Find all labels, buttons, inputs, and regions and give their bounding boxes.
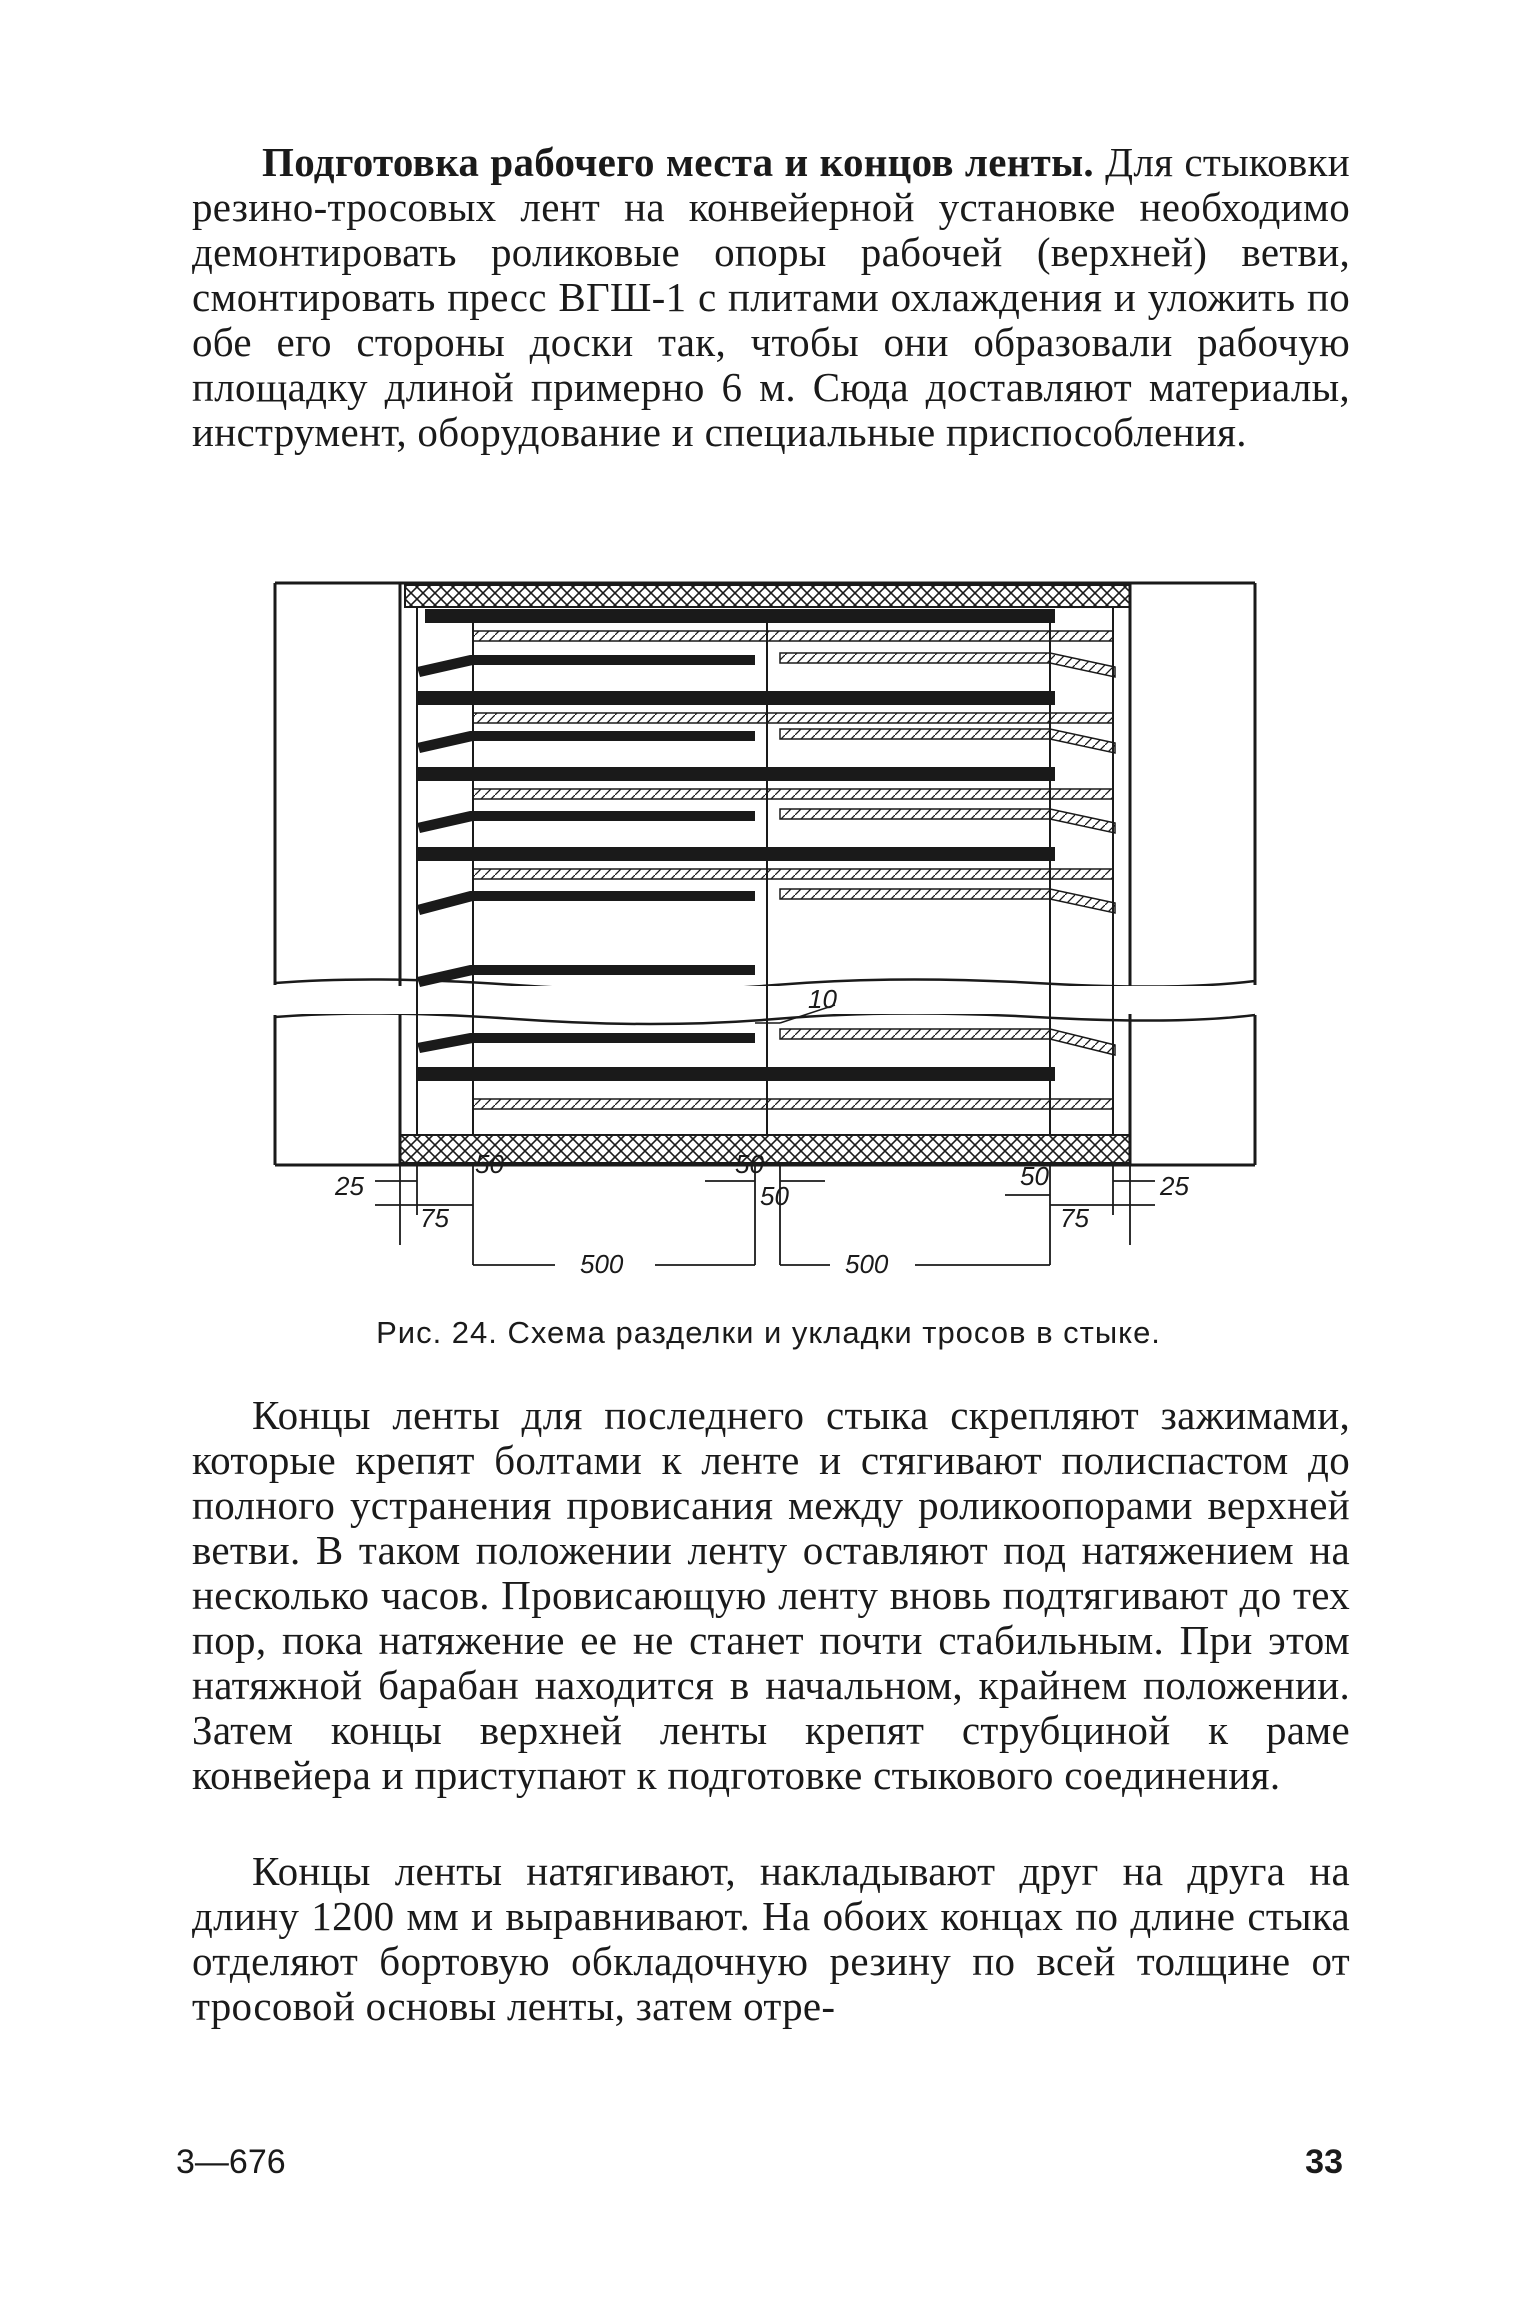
printer-signature: 3—676 [176,2143,286,2181]
figure-caption: Рис. 24. Схема разделки и укладки тросов в стыке. [376,1315,1161,1350]
dim-label: 50 [475,1149,504,1179]
cable-splice-diagram [255,545,1275,1305]
dim-label: 10 [808,984,837,1014]
dim-label: 25 [1160,1171,1189,1201]
cable [473,631,1113,641]
cable [473,1099,1113,1109]
paragraph-belt-ends: Концы ленты для последнего стыка скрепляют зажимами, которые крепят болтами к ленте и стягивают полиспастом до полного устранения провисания между роликоопорами верхней ветви. В таком положении ленту оставляют под натяжением на несколько часов. Провисающую ленту вновь подтягивают до тех пор, пока натяжение ее не станет почти стабильным. При этом натяжной барабан находится в начальном, крайнем положении. Затем концы верхней ленты крепят струбциной к раме конвейера и приступают к подготовке стыкового соединения. [192,1392,1350,1798]
dim-label: 75 [1060,1203,1089,1233]
top-plate [405,585,1130,607]
cable [417,1033,755,1053]
page-number: 33 [1305,2143,1343,2181]
cable [780,809,1115,833]
dim-label: 75 [420,1203,449,1233]
cable [417,731,755,753]
cable [417,767,1055,781]
dim-label: 500 [580,1249,624,1279]
paragraph-workplace-prep [192,140,1350,455]
cable [780,1029,1115,1055]
cable [417,965,755,987]
bottom-plate [400,1135,1130,1163]
dim-label: 50 [735,1149,764,1179]
cable [417,891,755,915]
cable [473,789,1113,799]
cable [780,729,1115,753]
cable [780,889,1115,913]
paragraph-body: Для стыковки резино-тросовых лент на конвейерной установке необходимо демонтировать роликовые опоры рабочей (верхней) ветви, смонтировать пресс ВГШ-1 с плитами охлаждения и уложить по обе его стороны доски так, чтобы они образовали рабочую площадку длиной примерно 6 м. Сюда доставляют материалы, инструмент, оборудование и специальные приспособления. [192,139,1350,455]
paragraph-belt-overlap: Концы ленты натягивают, накладывают друг на друга на длину 1200 мм и выравнивают. На обоих концах по длине стыка отделяют бортовую обкладочную резину по всей толщине от тросовой основы ленты, затем отре- [192,1848,1350,2029]
cable [417,655,755,677]
dim-label: 500 [845,1249,889,1279]
cable [417,691,1055,705]
cable [417,811,755,833]
cable [425,609,1055,623]
dim-label: 25 [335,1171,364,1201]
dim-label: 50 [760,1181,789,1211]
cable [780,653,1115,677]
cable [473,869,1113,879]
break-gap [276,986,1254,1014]
cable [417,1067,1055,1081]
paragraph-heading: Подготовка рабочего места и концов ленты. [262,139,1094,185]
cable [473,713,1113,723]
dim-label: 50 [1020,1161,1049,1191]
cable [417,847,1055,861]
